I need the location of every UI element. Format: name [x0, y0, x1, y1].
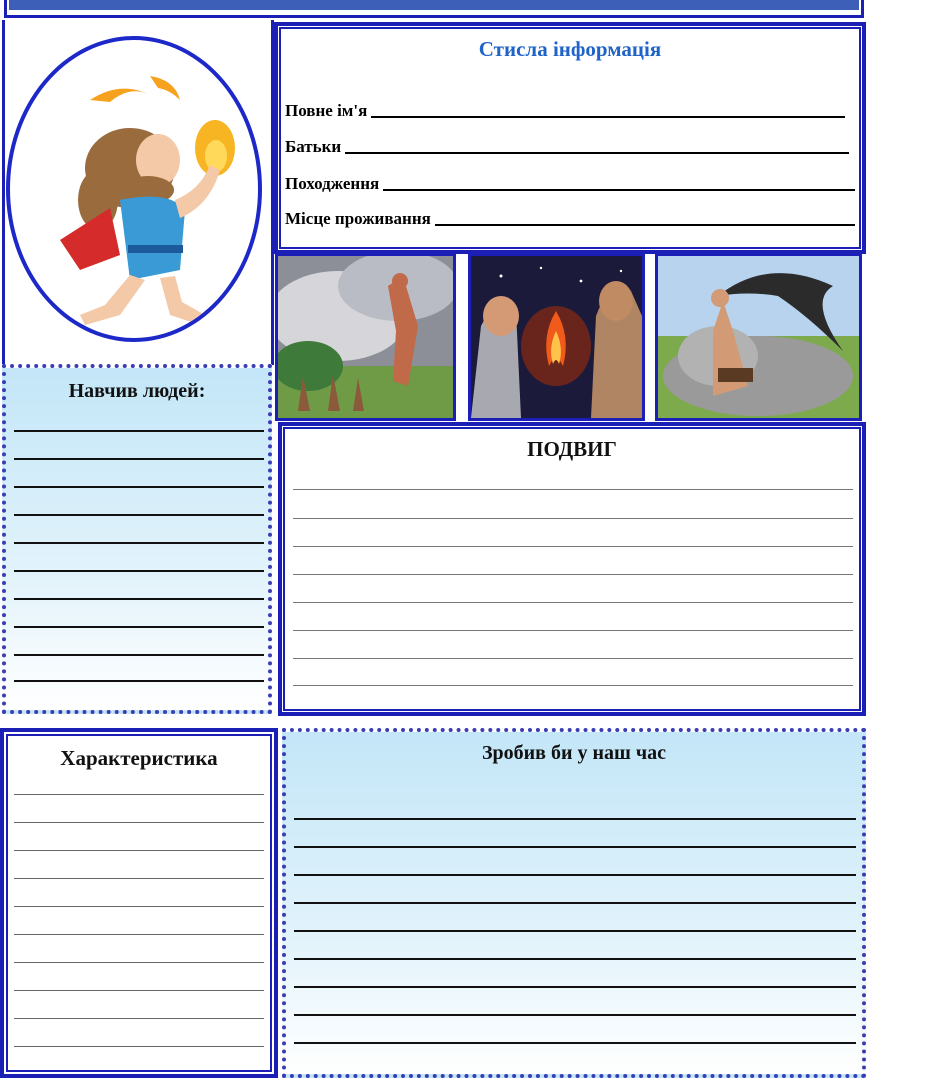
top-banner-fill — [9, 0, 859, 10]
photo-stealing-fire — [275, 253, 456, 421]
writing-lines[interactable] — [293, 429, 853, 709]
field-label: Походження — [285, 174, 380, 193]
photo-gift-of-fire — [468, 253, 645, 421]
image-fire-in-hands — [471, 256, 642, 418]
traits-box — [6, 734, 272, 1072]
field-residence[interactable] — [285, 209, 855, 229]
write-line — [371, 115, 845, 118]
taught-people-title: Навчив людей: — [68, 380, 206, 402]
traits-title: Характеристика — [60, 746, 218, 770]
info-title: Стисла інформація — [478, 37, 662, 61]
field-label: Батьки — [285, 137, 342, 156]
field-origin[interactable] — [285, 174, 855, 194]
field-label: Повне ім'я — [285, 101, 368, 120]
info-box — [279, 27, 861, 249]
write-line — [435, 223, 855, 226]
writing-lines[interactable] — [14, 736, 264, 1070]
field-full-name[interactable] — [285, 101, 845, 121]
write-line — [383, 188, 855, 191]
image-eagle-and-rock — [658, 256, 859, 418]
writing-lines[interactable] — [294, 732, 856, 1074]
image-people-and-titan — [278, 256, 453, 418]
writing-lines[interactable] — [14, 368, 264, 710]
prometheus-portrait — [6, 36, 262, 342]
feat-box — [283, 427, 861, 711]
nowadays-title: Зробив би у наш час — [481, 742, 667, 764]
prometheus-cartoon-image — [10, 40, 258, 338]
feat-title: ПОДВИГ — [527, 437, 617, 461]
field-parents[interactable] — [285, 137, 849, 157]
write-line — [345, 151, 849, 154]
taught-people-box — [2, 364, 272, 714]
field-label: Місце проживання — [285, 209, 431, 228]
photo-chained-prometheus — [655, 253, 862, 421]
nowadays-box — [282, 728, 866, 1078]
